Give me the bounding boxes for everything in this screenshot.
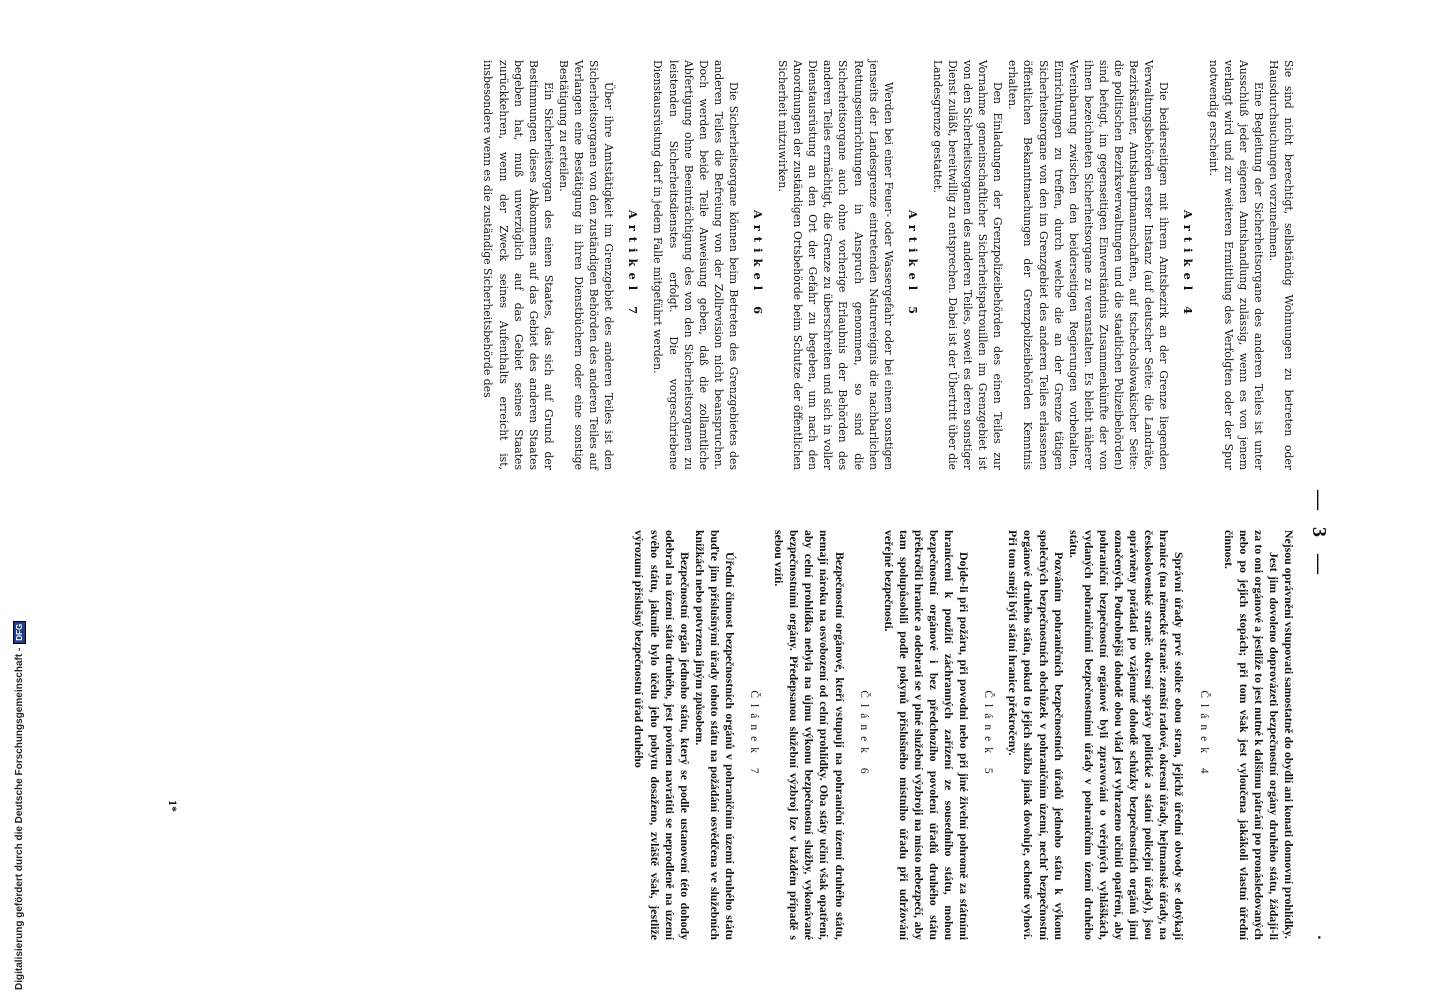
czech-article-7-paragraph-1: Úřední činnost bezpečnostních orgánů v pohraničním území druhého státu buďte jim příslušnými úřady tohoto státu na požádání osvědčena ve služebních knížkách nebo potvrzena jiným způsobem. [692,530,737,940]
top-mark: . [1314,935,1330,940]
german-article-6-heading: Artikel 6 [751,209,765,321]
german-article-7-paragraph-1: Über ihre Amtstätigkeit im Grenzgebiet des anderen Teiles ist den Sicherheitsorganen von den zuständigen Behörden des anderen Teiles auf Verlangen eine Bestätigung in ihren Dienstbüchern oder eine sonstige Bestätigung zu erteilen. [556,60,616,470]
signature-mark: 1* [166,800,180,812]
german-intro-paragraph-2: Eine Begleitung der Sicherheitsorgane des anderen Teiles ist unter Ausschluß jeder eigenen Amtshandlung zulässig, wenn es von jenem verlangt wird und zur weiteren Ermittlung des Verfolgten oder der Spur notwendig erscheint. [1206,60,1265,470]
german-article-5-paragraph-1: Werden bei einer Feuer- oder Wassergefahr oder bei einem sonstigen jenseits der Landesgrenze eintretenden Naturereignis die nachbarlichen Rettungseinrichtungen in Anspruch genommen, so sind die Sicherheitsorgane auch ohne vorherige Erlaubnis der Behörden des anderen Teiles ermächtigt, die Grenze zu überschreiten und sich in voller Dienstausrüstung an den Ort der Gefahr zu begeben, um nach den Anordnungen der zuständigen Ortsbehörde beim Schutze der öffentlichen Sicherheit mitzuwirken. [776,60,895,470]
czech-intro-paragraph-2: Jest jim dovoleno doprovázeti bezpečnostní orgány druhého státu, žádají-li za to oni orgánové a jestliže to jest nutné k dalšímu pátrání po pronásledovaných nebo po jejich stopách; při tom však jest vyloučena jakákoli vlastní úřední činnost. [1221,530,1281,940]
german-article-7-paragraph-2: Ein Sicherheitsorgan des einen Staates, das sich auf Grund der Bestimmungen dieses Abkommens auf das Gebiet des anderen Staates begeben hat, muß unverzüglich auf das Gebiet seines Staates zurückkehren, wenn der Zweck seines Aufenthalts erreicht ist, insbesondere wenn es die zuständige Sicherheitsbehörde des [481,60,555,470]
german-article-6-paragraph-1: Die Sicherheitsorgane können beim Betreten des Grenzgebietes des anderen Teiles die Befreiung von der Zollrevision nicht beanspruchen. Doch werden beide Teile Anweisung geben, daß die zollamtliche Abfertigung ohne Beeinträchtigung des von den Sicherheitsorganen zu leistenden Sicherheitsdienstes erfolgt. Die vorgeschriebene Dienstausrüstung darf in jedem Falle mitgeführt werden. [651,60,740,470]
czech-article-7-heading: Článek 7 [748,690,761,780]
rotated-document-page [140,60,1330,940]
czech-article-6-heading: Článek 6 [857,690,870,780]
czech-article-6-paragraph-1: Bezpečnostní orgánové, kteří vstupují na pohraniční území druhého státu, nemají nároku na osvobození od celní prohlídky. Oba státy učiní však opatření, aby celní prohlídka nebyla na újmu výkonu bezpečnostní služby, vykonávané bezpečnostními orgány. Předepsanou služební výzbroj lze v každém případě s sebou vzíti. [772,530,847,940]
czech-article-4-paragraph-1: Správní úřady prvé stolice obou stran, jejichž úřední obvody se dotýkají hranice (na německé straně: zemští radové, okresní úřady, hejtmanské úřady, na československé straně: okresní správy politické a státní policejní úřady), jsou oprávněny pořádati po vzájemné dohodě schůzky bezpečnostních orgánů jimi označených. Podrobnější dohodě obou vlád jest vyhrazeno učiniti opatření, aby pohraniční bezpečnostní orgánové byli zpravováni o veřejných vyhláškách, vydaných pohraničními bezpečnostními úřady v pohraničním území druhého státu. [1066,530,1187,940]
german-intro-paragraph-1: Sie sind nicht berechtigt, selbständig Wohnungen zu betreten oder Hausdurchsuchungen vorzunehmen. [1266,60,1295,470]
german-article-7-heading: Artikel 7 [626,209,641,321]
german-column [480,60,1296,470]
dfg-logo-icon: DFG [13,621,26,644]
credit-text: Digitalisierung gefördert durch die Deutsche Forschungsgemeinschaft - [14,647,25,990]
czech-intro-paragraph-1: Nejsou oprávněni vstupovati samostatně do obydlí ani konati domovní prohlídky. [1282,530,1296,939]
german-article-4-heading: Artikel 4 [1181,209,1196,321]
digitization-credit [13,621,26,990]
czech-column [631,530,1296,940]
czech-article-4-heading: Článek 4 [1197,690,1210,780]
german-article-4-paragraph-1: Die beiderseitigen mit ihrem Amtsbezirk an der Grenze liegenden Verwaltungsbehörden erster Instanz (auf deutscher Seite: die Landräte, Bezirksämter, Amtshauptmannschaften, auf tschechoslowakischer Seite: die politischen Bezirksverwaltungen und die staatlichen Polizeibehörden) sind befugt, im gegenseitigen Einverständnis Zusammenkünfte der von ihnen bezeichneten Sicherheitsorgane zu veranstalten. Es bleibt näherer Vereinbarung zwischen den beiderseitigen Regierungen vorbehalten, Einrichtungen zu treffen, durch welche die an der Grenze tätigen Sicherheitsorgane von den im Grenzgebiet des anderen Teiles erlassenen öffentlichen Bekanntmachungen der Grenzpolizeibehörden Kenntnis erhalten. [1006,60,1171,470]
czech-article-5-heading: Článek 5 [982,690,995,780]
page-number: — 3 — [1308,490,1330,580]
czech-article-4-paragraph-2: Pozváním pohraničních bezpečnostních úřadů jednoho státu k výkonu společných bezpečnostních obchůzek v pohraničním území, nechť bezpečnostní orgánové druhého státu, pokud to jejich služba jinak dovoluje, ochotně vyhoví. Při tom smějí býti státní hranice překročeny. [1006,530,1066,940]
german-article-5-heading: Artikel 5 [905,209,920,321]
german-article-4-paragraph-2: Den Einladungen der Grenzpolizeibehörden des einen Teiles zur Vornahme gemeinschaftlicher Sicherheitspatrouillen im Grenzgebiet ist von den Sicherheitsorganen des anderen Teiles, soweit es deren sonstiger Dienst zuläßt, bereitwillig zu entsprechen. Dabei ist der Übertritt über die Landesgrenze gestattet. [930,60,1005,470]
czech-article-5-paragraph-1: Dojde-li při požáru, při povodni nebo při jiné živelní pohromě za státními hranicemi k použití záchranných zařízení ze sousedního státu, mohou bezpečnostní orgánové i bez předchozího povolení úřadů druhého státu překročiti hranice a odebrati se v plné služební výzbroji na místo nebezpečí, aby tam spolupůsobili podle pokynů příslušného místního úřadu při udržování veřejné bezpečnosti. [881,530,972,940]
czech-article-7-paragraph-2: Bezpečnostní orgán jednoho státu, který se podle ustanovení této dohody odebral na území státu druhého, jest povinen navrátiti se neprodleně na území svého státu, jakmile bylo účelu jeho pobytu dosaženo, zvláště však, jestliže výrozumí příslušný bezpečnostní úřad druhého [632,530,692,940]
